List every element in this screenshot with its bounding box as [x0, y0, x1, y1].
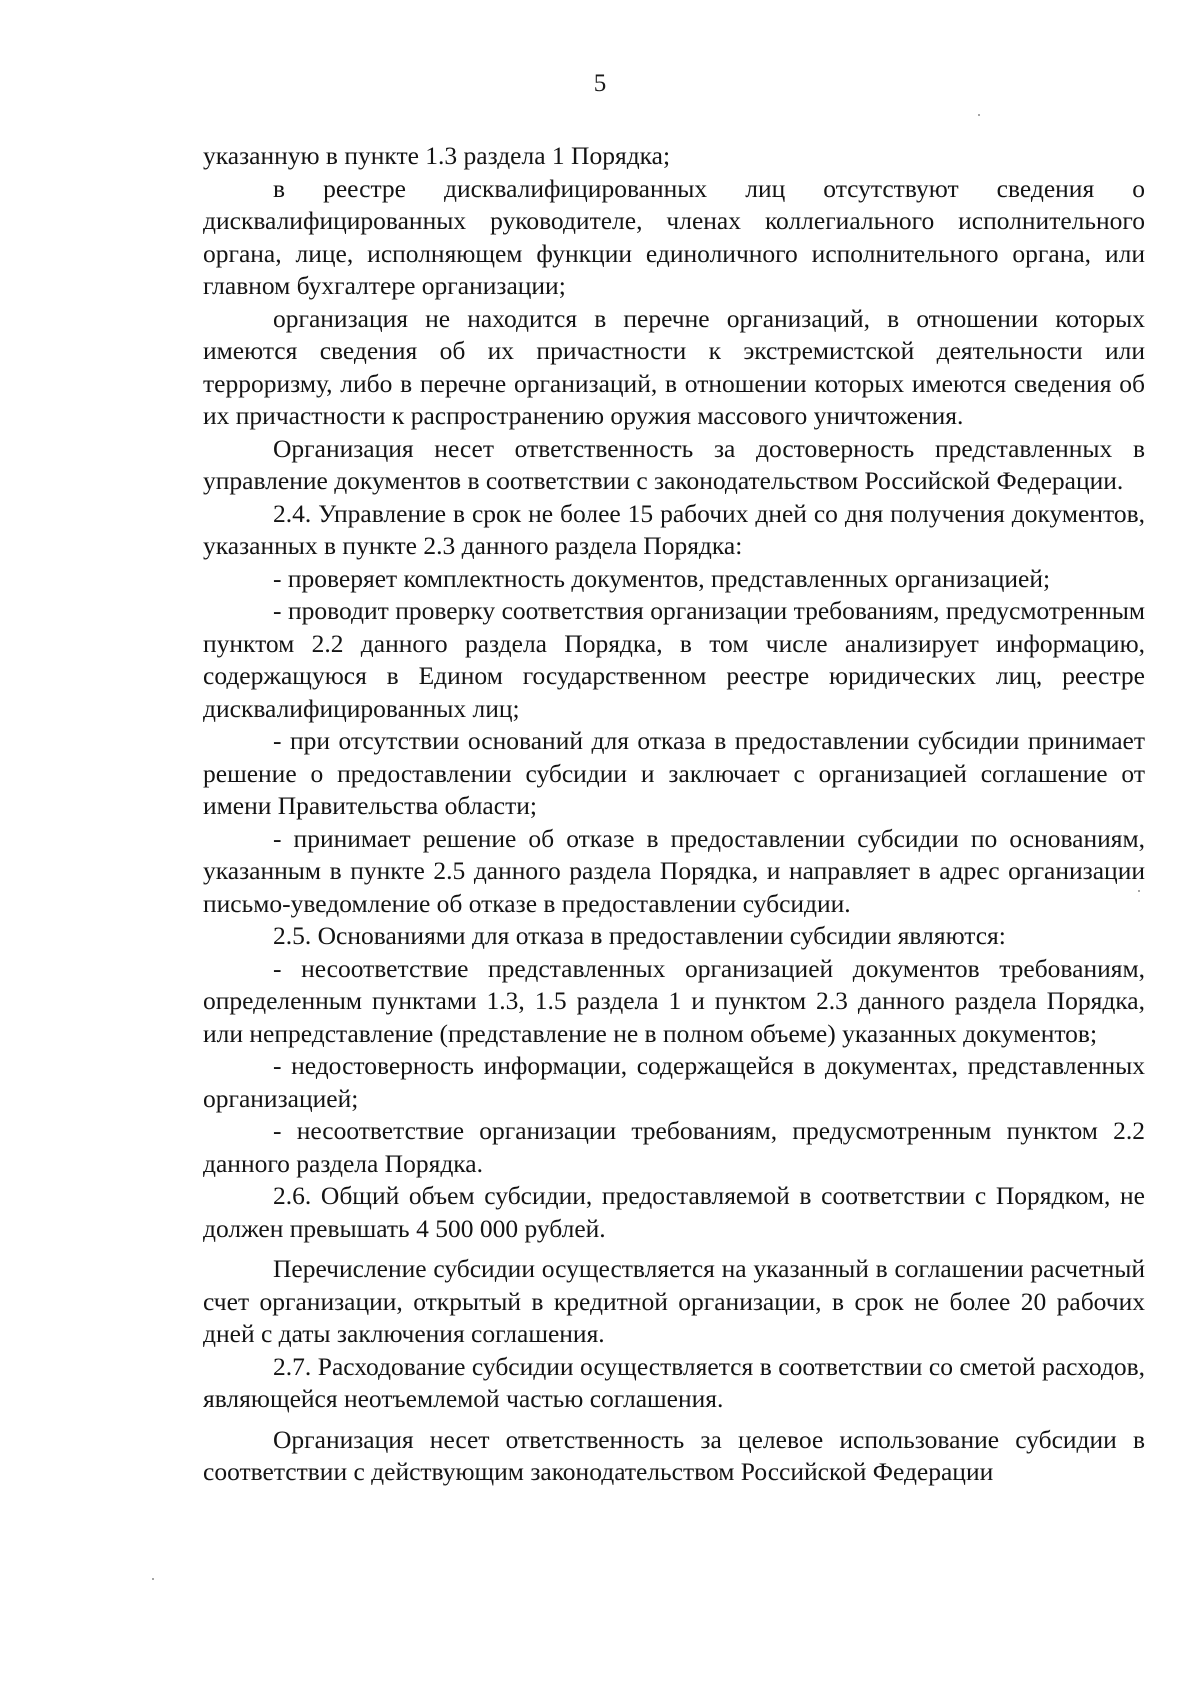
paragraph: в реестре дисквалифицированных лиц отсутствуют сведения о дисквалифицированных руководителе, членах коллегиального исполнительного органа, лице, исполняющем функции единоличного исполнительного органа, или главном бухгалтере организации; — [203, 173, 1145, 300]
page-number: 5 — [593, 70, 607, 97]
list-item: - принимает решение об отказе в предоставлении субсидии по основаниям, указанным в пункте 2.5 данного раздела Порядка, и направляет в адрес организации письмо-уведомление об отказе в предоставлении субсидии. — [203, 823, 1145, 918]
paragraph: организация не находится в перечне организаций, в отношении которых имеются сведения об их причастности к экстремистской деятельности или терроризму, либо в перечне организаций, в отношении которых имеются сведения об их причастности к распространению оружия массового уничтожения. — [203, 303, 1145, 430]
paragraph: Перечисление субсидии осуществляется на указанный в соглашении расчетный счет организации, открытый в кредитной организации, в срок не более 20 рабочих дней с даты заключения соглашения. — [203, 1254, 1145, 1348]
scan-speck — [1138, 890, 1140, 892]
list-item: - несоответствие организации требованиям, предусмотренным пунктом 2.2 данного раздела Порядка. — [203, 1116, 1145, 1178]
list-item: - при отсутствии оснований для отказа в предоставлении субсидии принимает решение о предоставлении субсидии и заключает с организацией соглашение от имени Правительства области; — [203, 726, 1145, 820]
paragraph: 2.6. Общий объем субсидии, предоставляемой в соответствии с Порядком, не должен превышать 4 500 000 рублей. — [203, 1181, 1145, 1243]
paragraph: указанную в пункте 1.3 раздела 1 Порядка; — [203, 141, 671, 170]
document-body — [203, 140, 1145, 1489]
list-item: - несоответствие представленных организацией документов требованиям, определенным пунктами 1.3, 1.5 раздела 1 и пунктом 2.3 данного раздела Порядка, или непредставление (представление не в полном объеме) указанных документов; — [203, 953, 1145, 1048]
list-item: - проводит проверку соответствия организации требованиям, предусмотренным пунктом 2.2 данного раздела Порядка, в том числе анализирует информацию, содержащуюся в Едином государственном реестре юридических лиц, реестре дисквалифицированных лиц; — [203, 596, 1145, 723]
scan-speck — [152, 1578, 154, 1580]
list-item: - проверяет комплектность документов, представленных организацией; — [273, 563, 1051, 593]
paragraph: 2.7. Расходование субсидии осуществляется в соответствии со сметой расходов, являющейся неотъемлемой частью соглашения. — [203, 1351, 1145, 1413]
scan-speck — [978, 114, 980, 116]
paragraph: 2.5. Основаниями для отказа в предоставлении субсидии являются: — [273, 921, 1006, 950]
paragraph: 2.4. Управление в срок не более 15 рабочих дней со дня получения документов, указанных в пункте 2.3 данного раздела Порядка: — [203, 498, 1145, 560]
paragraph: Организация несет ответственность за целевое использование субсидии в соответствии с действующим законодательством Российской Федерации — [203, 1424, 1145, 1486]
paragraph: Организация несет ответственность за достоверность представленных в управление документов в соответствии с законодательством Российской Федерации. — [203, 433, 1145, 495]
list-item: - недостоверность информации, содержащейся в документах, представленных организацией; — [203, 1051, 1145, 1113]
